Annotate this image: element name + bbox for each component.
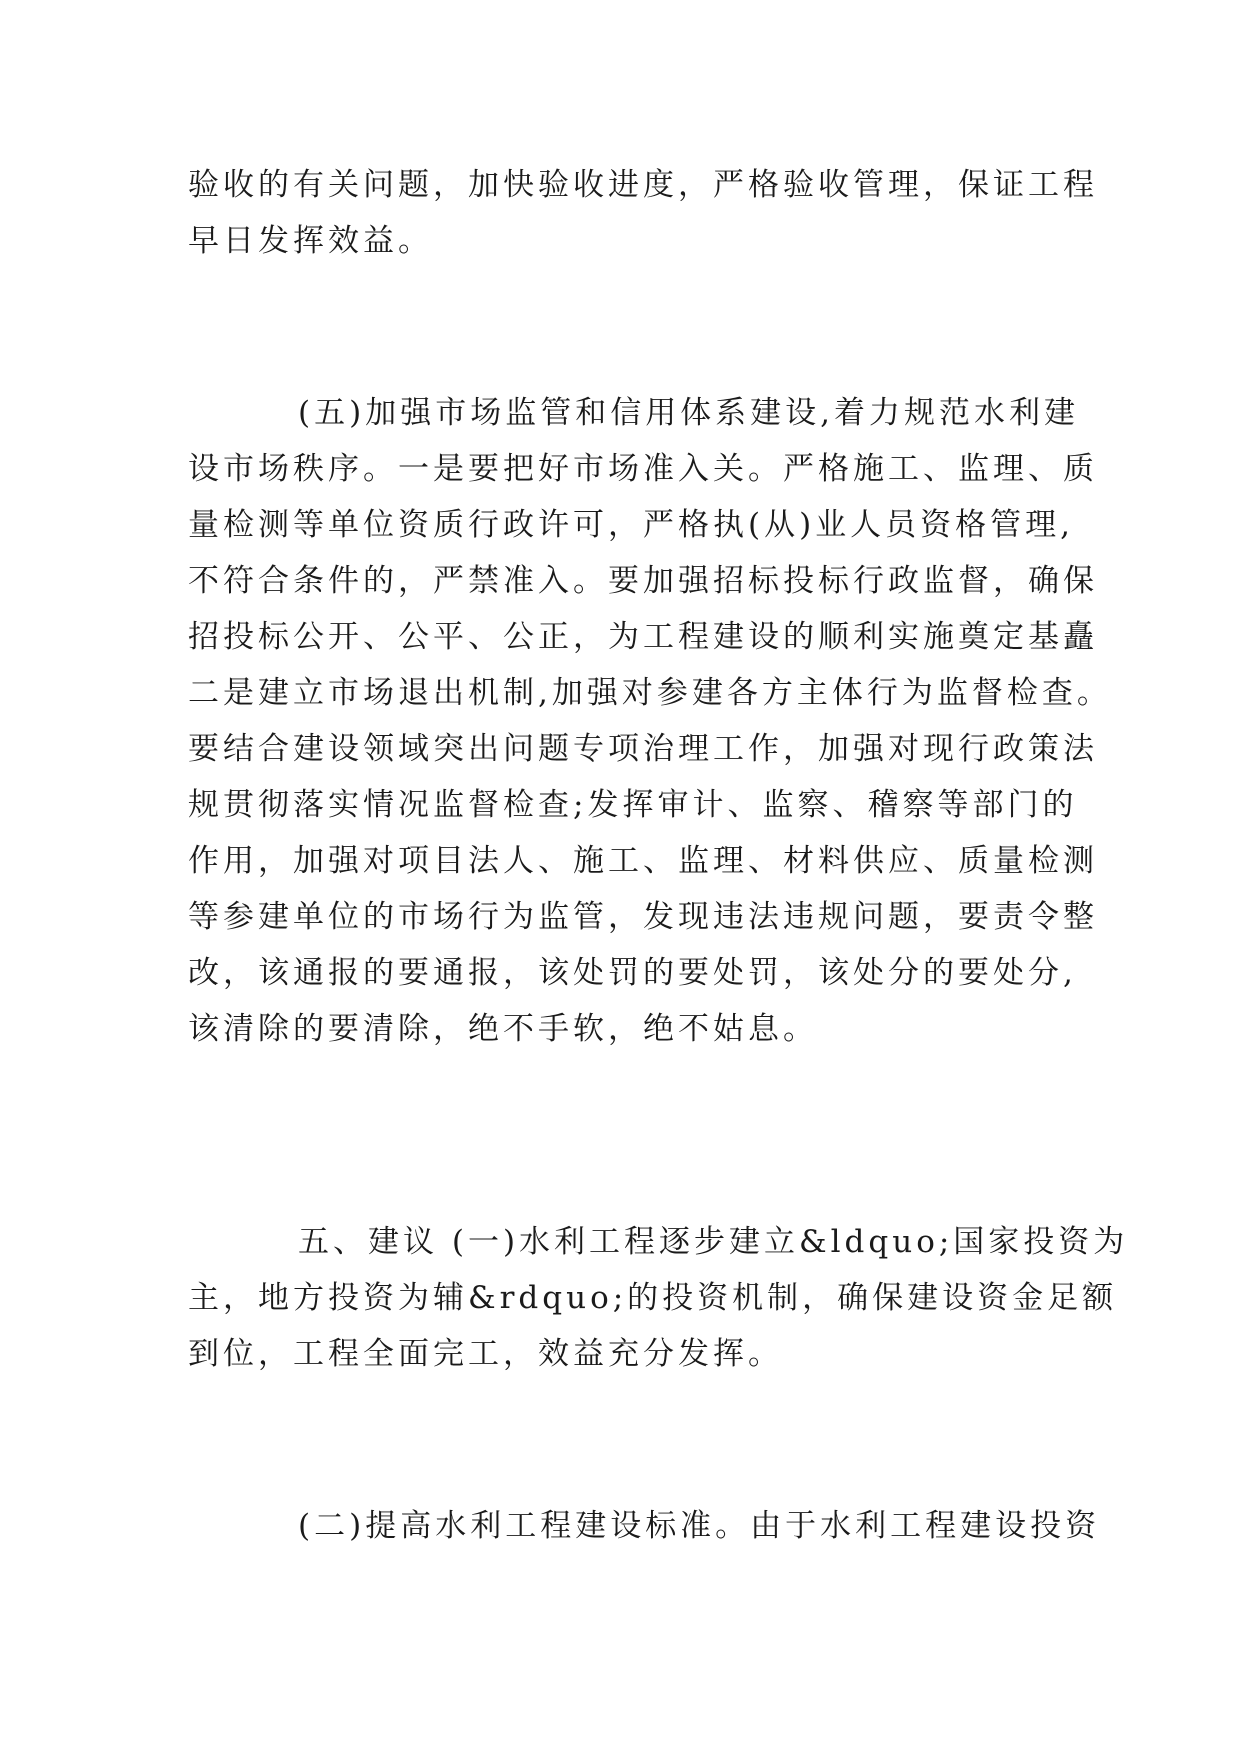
text-line: 该清除的要清除，绝不手软，绝不姑息。 xyxy=(188,1011,818,1047)
text-line: 验收的有关问题，加快验收进度，严格验收管理，保证工程 xyxy=(188,167,1098,203)
text-line: 作用，加强对项目法人、施工、监理、材料供应、质量检测 xyxy=(188,843,1098,879)
paragraph-heading-line: 五、建议 (一)水利工程逐步建立&ldquo;国家投资为 xyxy=(298,1224,1129,1260)
text-line: 主，地方投资为辅&rdquo;的投资机制，确保建设资金足额 xyxy=(188,1280,1118,1316)
paragraph-market-supervision xyxy=(188,385,1112,1057)
text-line: 到位，工程全面完工，效益充分发挥。 xyxy=(188,1336,783,1372)
text-line: 不符合条件的，严禁准入。要加强招标投标行政监督，确保 xyxy=(188,563,1098,599)
text-line: 要结合建设领域突出问题专项治理工作，加强对现行政策法 xyxy=(188,731,1098,767)
text-line: 等参建单位的市场行为监管，发现违法违规问题，要责令整 xyxy=(188,899,1098,935)
text-line: 规贯彻落实情况监督检查;发挥审计、监察、稽察等部门的 xyxy=(188,787,1078,823)
paragraph-construction-standard xyxy=(188,1498,1101,1554)
paragraph-heading-line: (五)加强市场监管和信用体系建设,着力规范水利建 xyxy=(298,395,1080,431)
text-line: 改，该通报的要通报，该处罚的要处罚，该处分的要处分, xyxy=(188,955,1077,991)
text-line: 二是建立市场退出机制,加强对参建各方主体行为监督检查。 xyxy=(188,675,1112,711)
paragraph-suggestions xyxy=(188,1214,1129,1382)
text-line: 设市场秩序。一是要把好市场准入关。严格施工、监理、质 xyxy=(188,451,1098,487)
paragraph-heading-line: (二)提高水利工程建设标准。由于水利工程建设投资 xyxy=(298,1508,1101,1544)
text-line: 量检测等单位资质行政许可，严格执(从)业人员资格管理, xyxy=(188,507,1075,543)
text-line: 招投标公开、公平、公正，为工程建设的顺利实施奠定基矗 xyxy=(188,619,1098,655)
paragraph-acceptance-continuation xyxy=(188,157,1098,269)
text-line: 早日发挥效益。 xyxy=(188,223,433,259)
